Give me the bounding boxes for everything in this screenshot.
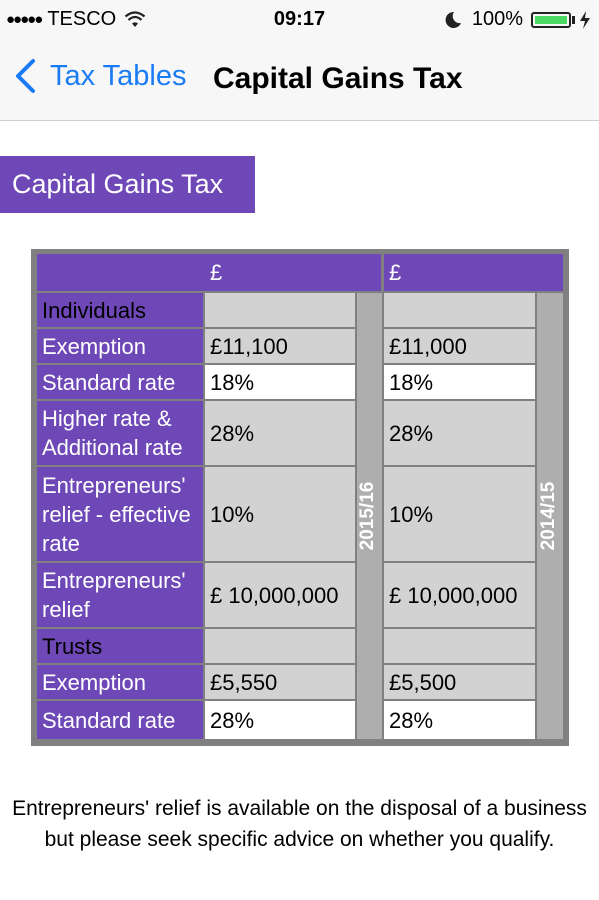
cell-trusts-col1 [205,629,355,663]
cell-trusts-standard-rate-col2: 28% [384,701,535,739]
page-title: Capital Gains Tax [213,62,463,95]
cell-standard-rate-col1: 18% [205,365,355,399]
cell-trusts-exemption-col2: £5,500 [384,665,535,699]
year-label-2015-16: 2015/16 [357,481,378,551]
cell-standard-rate-col2: 18% [384,365,535,399]
row-label-exemption: Exemption [37,329,203,363]
row-label-individuals: Individuals [37,293,203,327]
row-label-trusts: Trusts [37,629,203,663]
cell-higher-rate-col1: 28% [205,401,355,465]
do-not-disturb-moon-icon [444,11,462,29]
row-label-entrepreneurs-relief: Entrepreneurs' relief [37,563,203,627]
status-time: 09:17 [273,8,326,30]
row-label-trusts-exemption: Exemption [37,665,203,699]
section-header: Capital Gains Tax [0,156,255,213]
cell-entrepreneurs-relief-col2: £ 10,000,000 [384,563,535,627]
cell-individuals-col1 [205,293,355,327]
back-button-label[interactable]: Tax Tables [50,59,187,92]
year-label-2014-15: 2014/15 [538,481,559,551]
chevron-left-icon [14,58,36,94]
row-label-entrepreneurs-relief-effective-rate: Entrepreneurs' relief - effective rate [37,467,203,561]
header-currency-col1: £ [205,254,381,291]
cell-trusts-col2 [384,629,535,663]
footnote-text: Entrepreneurs' relief is available on the disposal of a business but please seek specific advice on whether you qualify. [12,797,587,851]
battery-cap [572,16,575,24]
cell-entrepreneurs-relief-col1: £ 10,000,000 [205,563,355,627]
capital-gains-tax-table [31,249,569,746]
battery-percentage: 100% [471,8,523,30]
charging-bolt-icon [579,11,591,29]
status-right [444,8,591,31]
cell-effective-rate-col2: 10% [384,467,535,561]
navigation-bar [0,40,599,121]
cell-trusts-standard-rate-col1: 28% [205,701,355,739]
row-label-higher-rate: Higher rate & Additional rate [37,401,203,465]
cell-exemption-col2: £11,000 [384,329,535,363]
cell-higher-rate-col2: 28% [384,401,535,465]
row-label-standard-rate: Standard rate [37,365,203,399]
row-label-trusts-standard-rate: Standard rate [37,701,203,739]
header-currency-col2: £ [384,254,563,291]
battery-icon [531,12,571,28]
carrier-name: TESCO [47,8,117,30]
back-button[interactable] [14,58,187,94]
cell-exemption-col1: £11,100 [205,329,355,363]
signal-strength-icon: ●●●●● [6,11,42,28]
cell-trusts-exemption-col1: £5,550 [205,665,355,699]
cell-effective-rate-col1: 10% [205,467,355,561]
status-bar [0,0,599,40]
cell-individuals-col2 [384,293,535,327]
